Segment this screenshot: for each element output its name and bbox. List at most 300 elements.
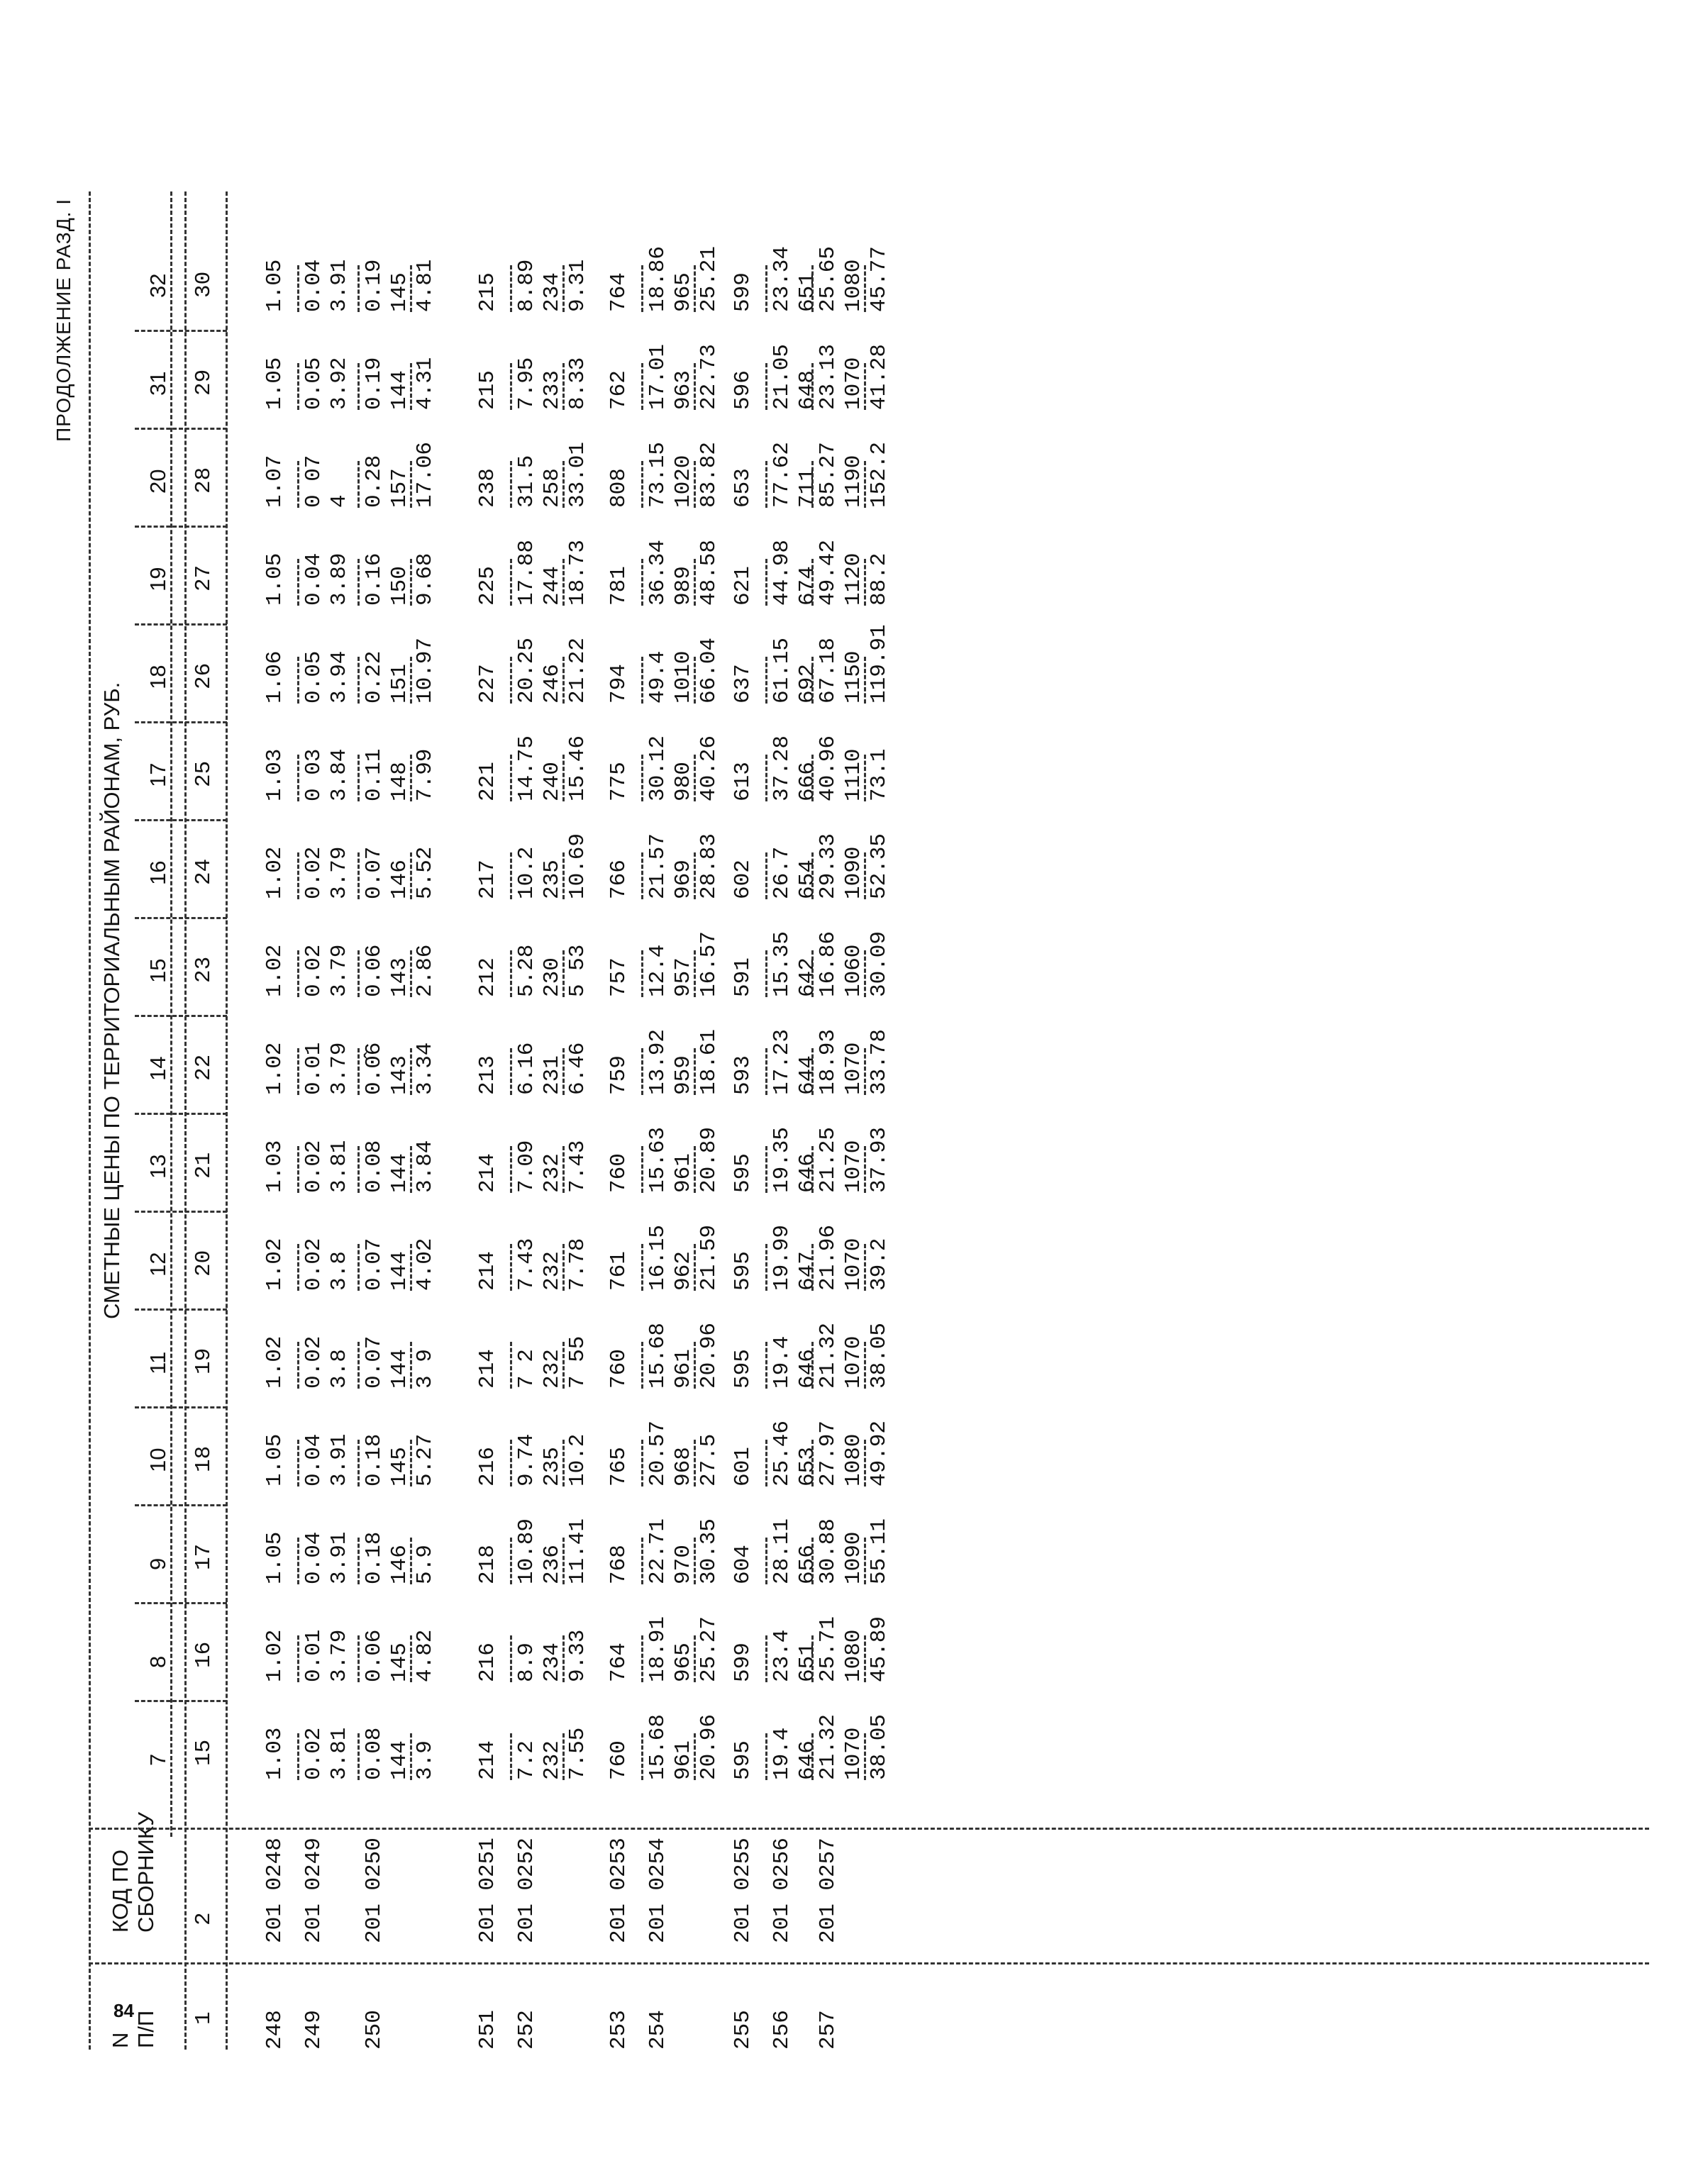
district-header: 19 <box>145 567 170 591</box>
price-value: 146 <box>387 860 412 899</box>
value-separator <box>297 265 299 312</box>
price-value: 246 <box>540 664 565 704</box>
price-value: 604 <box>731 1545 755 1584</box>
value-separator <box>562 461 565 508</box>
price-value: 1190 <box>841 455 866 508</box>
price-value: 88.2 <box>867 552 892 606</box>
price-value: 19.4 <box>770 1335 794 1389</box>
price-value: 1.02 <box>262 1238 287 1291</box>
value-separator <box>641 1048 643 1095</box>
price-value: 30.88 <box>816 1518 841 1584</box>
value-separator <box>641 1538 643 1584</box>
column-separator <box>135 526 227 528</box>
price-value: 15.46 <box>565 735 590 801</box>
price-value: 965 <box>671 272 696 312</box>
price-value: 16.86 <box>816 930 841 997</box>
row-code: 201 0249 <box>301 1838 326 1943</box>
price-value: 10.89 <box>514 1518 539 1584</box>
price-value: 233 <box>540 370 565 410</box>
price-value: 31.5 <box>514 455 539 508</box>
running-head: ПРОДОЛЖЕНИЕ РАЗД. I <box>52 199 74 442</box>
price-value: 1010 <box>671 650 696 704</box>
value-separator <box>510 755 512 801</box>
price-value: 0.16 <box>362 552 387 606</box>
column-separator <box>135 1406 227 1408</box>
price-value: 22.71 <box>645 1518 670 1584</box>
price-value: 45.77 <box>867 245 892 312</box>
value-separator <box>510 1733 512 1780</box>
column-number: 1 <box>192 2011 216 2025</box>
value-separator <box>811 657 814 704</box>
value-separator <box>811 1635 814 1682</box>
value-separator <box>864 1342 866 1389</box>
price-value: 38.05 <box>867 1713 892 1780</box>
price-value: 3.81 <box>327 1140 352 1193</box>
price-value: 21.96 <box>816 1224 841 1291</box>
price-value: 1.05 <box>262 552 287 606</box>
row-number: 257 <box>816 2010 841 2050</box>
price-value: 49.92 <box>867 1420 892 1486</box>
price-value: 647 <box>795 1251 820 1291</box>
price-value: 1120 <box>841 552 866 606</box>
price-value: 0.04 <box>301 1433 326 1486</box>
value-separator <box>864 1440 866 1486</box>
value-separator <box>641 657 643 704</box>
price-value: 20.25 <box>514 637 539 704</box>
price-value: 7.09 <box>514 1140 539 1193</box>
price-value: 232 <box>540 1153 565 1193</box>
price-value: 762 <box>606 370 631 410</box>
price-value: 85.27 <box>816 441 841 508</box>
value-separator <box>694 950 696 997</box>
price-value: 22.73 <box>697 343 721 410</box>
value-separator <box>510 1048 512 1095</box>
price-value: 1110 <box>841 748 866 801</box>
row-code: 201 0248 <box>262 1838 287 1943</box>
price-value: 21.25 <box>816 1126 841 1193</box>
value-separator <box>297 1244 299 1291</box>
value-separator <box>765 852 767 899</box>
value-separator <box>641 852 643 899</box>
row-number: 255 <box>731 2010 755 2050</box>
price-value: 17.23 <box>770 1028 794 1095</box>
price-value: 23.13 <box>816 343 841 410</box>
value-separator <box>510 1146 512 1193</box>
price-value: 27.97 <box>816 1420 841 1486</box>
column-number: 23 <box>192 956 216 983</box>
value-separator <box>510 265 512 312</box>
price-value: 235 <box>540 860 565 899</box>
price-value: 9.68 <box>413 552 438 606</box>
value-separator <box>357 1244 360 1291</box>
price-value: 0.18 <box>362 1531 387 1584</box>
price-value: 67.18 <box>816 637 841 704</box>
price-value: 666 <box>795 762 820 801</box>
value-separator <box>562 1342 565 1389</box>
header-rule <box>170 191 172 1837</box>
price-value: 0.02 <box>301 1140 326 1193</box>
price-value: 13.92 <box>645 1028 670 1095</box>
value-separator <box>864 1733 866 1780</box>
value-separator <box>641 1733 643 1780</box>
column-separator <box>135 330 227 332</box>
price-value: 0.04 <box>301 552 326 606</box>
price-value: 119.91 <box>867 624 892 704</box>
row-number: 248 <box>262 2010 287 2050</box>
price-value: 20.89 <box>697 1126 721 1193</box>
price-value: 144 <box>387 370 412 410</box>
price-value: 0.01 <box>301 1629 326 1682</box>
value-separator <box>297 363 299 410</box>
price-value: 599 <box>731 272 755 312</box>
price-value: 227 <box>475 664 500 704</box>
price-value: 143 <box>387 1055 412 1095</box>
price-value: 21.57 <box>645 833 670 899</box>
price-value: 0.04 <box>301 1531 326 1584</box>
price-value: 52.35 <box>867 833 892 899</box>
price-value: 591 <box>731 957 755 997</box>
price-value: 20.96 <box>697 1322 721 1389</box>
price-value: 637 <box>731 664 755 704</box>
price-value: 21.32 <box>816 1322 841 1389</box>
price-value: 40.26 <box>697 735 721 801</box>
price-value: 7.55 <box>565 1727 590 1780</box>
value-separator <box>864 1538 866 1584</box>
price-value: 3.92 <box>327 357 352 410</box>
price-value: 1020 <box>671 455 696 508</box>
column-number: 15 <box>192 1739 216 1766</box>
price-value: 10.69 <box>565 833 590 899</box>
price-value: 73.15 <box>645 441 670 508</box>
price-value: 0.19 <box>362 259 387 312</box>
value-separator <box>694 1244 696 1291</box>
district-header: 14 <box>145 1056 170 1081</box>
price-value: 144 <box>387 1251 412 1291</box>
value-separator <box>694 363 696 410</box>
price-value: 653 <box>795 1447 820 1486</box>
value-separator <box>510 950 512 997</box>
value-separator <box>641 1244 643 1291</box>
value-separator <box>765 1440 767 1486</box>
value-separator <box>694 461 696 508</box>
value-separator <box>510 363 512 410</box>
price-value: 27.5 <box>697 1433 721 1486</box>
value-separator <box>357 1733 360 1780</box>
column-number: 26 <box>192 662 216 689</box>
value-separator <box>811 755 814 801</box>
price-value: 1.05 <box>262 357 287 410</box>
price-value: 1.02 <box>262 1335 287 1389</box>
column-separator <box>135 1602 227 1604</box>
price-value: 761 <box>606 1251 631 1291</box>
value-separator <box>562 852 565 899</box>
value-separator <box>864 363 866 410</box>
value-separator <box>410 1538 412 1584</box>
value-separator <box>510 1342 512 1389</box>
price-value: 61.15 <box>770 637 794 704</box>
price-value: 7.43 <box>514 1238 539 1291</box>
row-code: 201 0256 <box>770 1838 794 1943</box>
row-number: 253 <box>606 2010 631 2050</box>
value-separator <box>694 265 696 312</box>
price-value: 217 <box>475 860 500 899</box>
value-separator <box>641 950 643 997</box>
price-value: 232 <box>540 1349 565 1389</box>
price-value: 145 <box>387 272 412 312</box>
price-value: 30.35 <box>697 1518 721 1584</box>
price-value: 1070 <box>841 1042 866 1095</box>
row-number: 250 <box>362 2010 387 2050</box>
column-separator <box>135 428 227 430</box>
price-value: 3.9 <box>413 1740 438 1780</box>
price-value: 18.86 <box>645 245 670 312</box>
price-value: 1080 <box>841 1433 866 1486</box>
price-value: 794 <box>606 664 631 704</box>
price-value: 648 <box>795 370 820 410</box>
price-value: 37.28 <box>770 735 794 801</box>
row-number: 249 <box>301 2010 326 2050</box>
value-separator <box>410 461 412 508</box>
value-separator <box>297 657 299 704</box>
price-value: 23.4 <box>770 1629 794 1682</box>
value-separator <box>410 265 412 312</box>
price-value: 4 <box>327 494 352 508</box>
value-separator <box>357 461 360 508</box>
price-value: 3.79 <box>327 1629 352 1682</box>
price-value: 8.89 <box>514 259 539 312</box>
value-separator <box>811 1048 814 1095</box>
price-value: 0.06 <box>362 1629 387 1682</box>
value-separator <box>811 1244 814 1291</box>
district-header: 31 <box>145 371 170 396</box>
price-value: 44.98 <box>770 539 794 606</box>
price-value: 5.9 <box>413 1545 438 1584</box>
value-separator <box>410 559 412 606</box>
price-value: 1.02 <box>262 1042 287 1095</box>
value-separator <box>811 559 814 606</box>
price-value: 152.2 <box>867 441 892 508</box>
value-separator <box>694 1733 696 1780</box>
value-separator <box>562 1635 565 1682</box>
price-value: 0 03 <box>301 748 326 801</box>
table-title: СМЕТНЫЕ ЦЕНЫ ПО ТЕРРИТОРИАЛЬНЫМ РАЙОНАМ, РУБ. <box>99 682 124 1319</box>
value-separator <box>510 657 512 704</box>
value-separator <box>562 559 565 606</box>
price-value: 5.27 <box>413 1433 438 1486</box>
price-value: 711 <box>795 468 820 508</box>
price-value: 15.68 <box>645 1713 670 1780</box>
row-code: 201 0255 <box>731 1838 755 1943</box>
price-value: 19.35 <box>770 1126 794 1193</box>
price-value: 1080 <box>841 1629 866 1682</box>
value-separator <box>562 657 565 704</box>
value-separator <box>562 950 565 997</box>
price-value: 19.99 <box>770 1224 794 1291</box>
price-value: 25.65 <box>816 245 841 312</box>
price-value: 232 <box>540 1740 565 1780</box>
price-value: 0.02 <box>301 1238 326 1291</box>
district-header: 15 <box>145 958 170 983</box>
price-value: 989 <box>671 566 696 606</box>
price-value: 148 <box>387 762 412 801</box>
price-value: 3.79 <box>327 1042 352 1095</box>
price-value: 215 <box>475 272 500 312</box>
value-separator <box>510 1244 512 1291</box>
price-value: 145 <box>387 1447 412 1486</box>
value-separator <box>811 1342 814 1389</box>
price-value: 18.61 <box>697 1028 721 1095</box>
price-value: 221 <box>475 762 500 801</box>
value-separator <box>357 1635 360 1682</box>
value-separator <box>864 657 866 704</box>
price-value: 0.28 <box>362 455 387 508</box>
value-separator <box>297 1440 299 1486</box>
value-separator <box>765 363 767 410</box>
value-separator <box>297 1048 299 1095</box>
row-number: 254 <box>645 2010 670 2050</box>
price-value: 18.91 <box>645 1616 670 1682</box>
value-separator <box>864 559 866 606</box>
column-separator <box>135 1015 227 1017</box>
price-value: 764 <box>606 1643 631 1682</box>
value-separator <box>811 1146 814 1193</box>
price-value: 14.75 <box>514 735 539 801</box>
header-top-rule <box>89 191 91 2050</box>
price-value: 1090 <box>841 1531 866 1584</box>
district-header: 10 <box>145 1447 170 1472</box>
price-value: 3.91 <box>327 1531 352 1584</box>
value-separator <box>297 559 299 606</box>
value-separator <box>357 1440 360 1486</box>
price-value: 1070 <box>841 1140 866 1193</box>
column-number: 21 <box>192 1152 216 1179</box>
col-code-header: КОД ПО СБОРНИКУ <box>108 1812 158 1933</box>
price-value: 7 55 <box>565 1335 590 1389</box>
price-value: 49.4 <box>645 650 670 704</box>
value-separator <box>357 950 360 997</box>
value-separator <box>694 1146 696 1193</box>
column-separator <box>135 721 227 723</box>
value-separator <box>562 1538 565 1584</box>
value-separator <box>641 363 643 410</box>
price-value: 601 <box>731 1447 755 1486</box>
price-value: 644 <box>795 1055 820 1095</box>
rotated-table-page <box>50 170 1667 2071</box>
value-separator <box>641 755 643 801</box>
value-separator <box>410 1244 412 1291</box>
value-separator <box>811 265 814 312</box>
value-separator <box>811 1733 814 1780</box>
price-value: 17.01 <box>645 343 670 410</box>
value-separator <box>641 1342 643 1389</box>
price-value: 1070 <box>841 1238 866 1291</box>
price-value: 3.84 <box>327 748 352 801</box>
price-value: 613 <box>731 762 755 801</box>
value-separator <box>297 755 299 801</box>
value-separator <box>510 461 512 508</box>
value-separator <box>510 1635 512 1682</box>
district-header: 20 <box>145 469 170 494</box>
column-number: 19 <box>192 1347 216 1374</box>
value-separator <box>410 657 412 704</box>
value-separator <box>811 363 814 410</box>
value-separator <box>864 265 866 312</box>
price-value: 244 <box>540 566 565 606</box>
price-value: 7.78 <box>565 1238 590 1291</box>
price-value: 214 <box>475 1251 500 1291</box>
price-value: 258 <box>540 468 565 508</box>
value-separator <box>297 852 299 899</box>
price-value: 0.0̂6 <box>362 1042 387 1095</box>
price-value: 595 <box>731 1153 755 1193</box>
price-value: 0.07 <box>362 1335 387 1389</box>
price-value: 20.57 <box>645 1420 670 1486</box>
row-number: 256 <box>770 2010 794 2050</box>
value-separator <box>297 1342 299 1389</box>
price-value: 10.2 <box>565 1433 590 1486</box>
price-value: 969 <box>671 860 696 899</box>
row-code: 201 0257 <box>816 1838 841 1943</box>
value-separator <box>357 852 360 899</box>
value-separator <box>357 1538 360 1584</box>
price-value: 144 <box>387 1740 412 1780</box>
value-separator <box>864 755 866 801</box>
value-separator <box>864 852 866 899</box>
price-value: 15.68 <box>645 1322 670 1389</box>
colnum-bottom-rule <box>226 191 228 2050</box>
column-number: 30 <box>192 271 216 298</box>
price-value: 1.03 <box>262 1140 287 1193</box>
column-number: 24 <box>192 858 216 885</box>
col-n-header: N П/П <box>108 2010 158 2048</box>
value-separator <box>297 950 299 997</box>
row-code: 201 0251 <box>475 1838 500 1943</box>
price-value: 8.33 <box>565 357 590 410</box>
price-value: 775 <box>606 762 631 801</box>
price-value: 0.08 <box>362 1140 387 1193</box>
value-separator <box>410 1440 412 1486</box>
price-value: 214 <box>475 1349 500 1389</box>
price-value: 0.11 <box>362 748 387 801</box>
district-header: 9 <box>145 1557 170 1570</box>
price-value: 963 <box>671 370 696 410</box>
price-value: 55.11 <box>867 1518 892 1584</box>
value-separator <box>765 1244 767 1291</box>
row-code: 201 0250 <box>362 1838 387 1943</box>
value-separator <box>641 461 643 508</box>
price-value: 3.8 <box>327 1349 352 1389</box>
row-code: 201 0254 <box>645 1838 670 1943</box>
column-separator <box>135 1700 227 1702</box>
price-value: 1.05 <box>262 259 287 312</box>
price-value: 595 <box>731 1740 755 1780</box>
price-value: 1.07 <box>262 455 287 508</box>
price-value: 230 <box>540 957 565 997</box>
value-separator <box>357 1146 360 1193</box>
price-value: 7.43 <box>565 1140 590 1193</box>
price-value: 7.2 <box>514 1740 539 1780</box>
price-value: 0.07 <box>362 1238 387 1291</box>
column-number: 18 <box>192 1445 216 1472</box>
value-separator <box>410 1635 412 1682</box>
value-separator <box>562 363 565 410</box>
price-value: 957 <box>671 957 696 997</box>
price-value: 3 9 <box>413 1349 438 1389</box>
price-value: 214 <box>475 1740 500 1780</box>
value-separator <box>694 559 696 606</box>
price-value: 959 <box>671 1055 696 1095</box>
value-separator <box>562 755 565 801</box>
